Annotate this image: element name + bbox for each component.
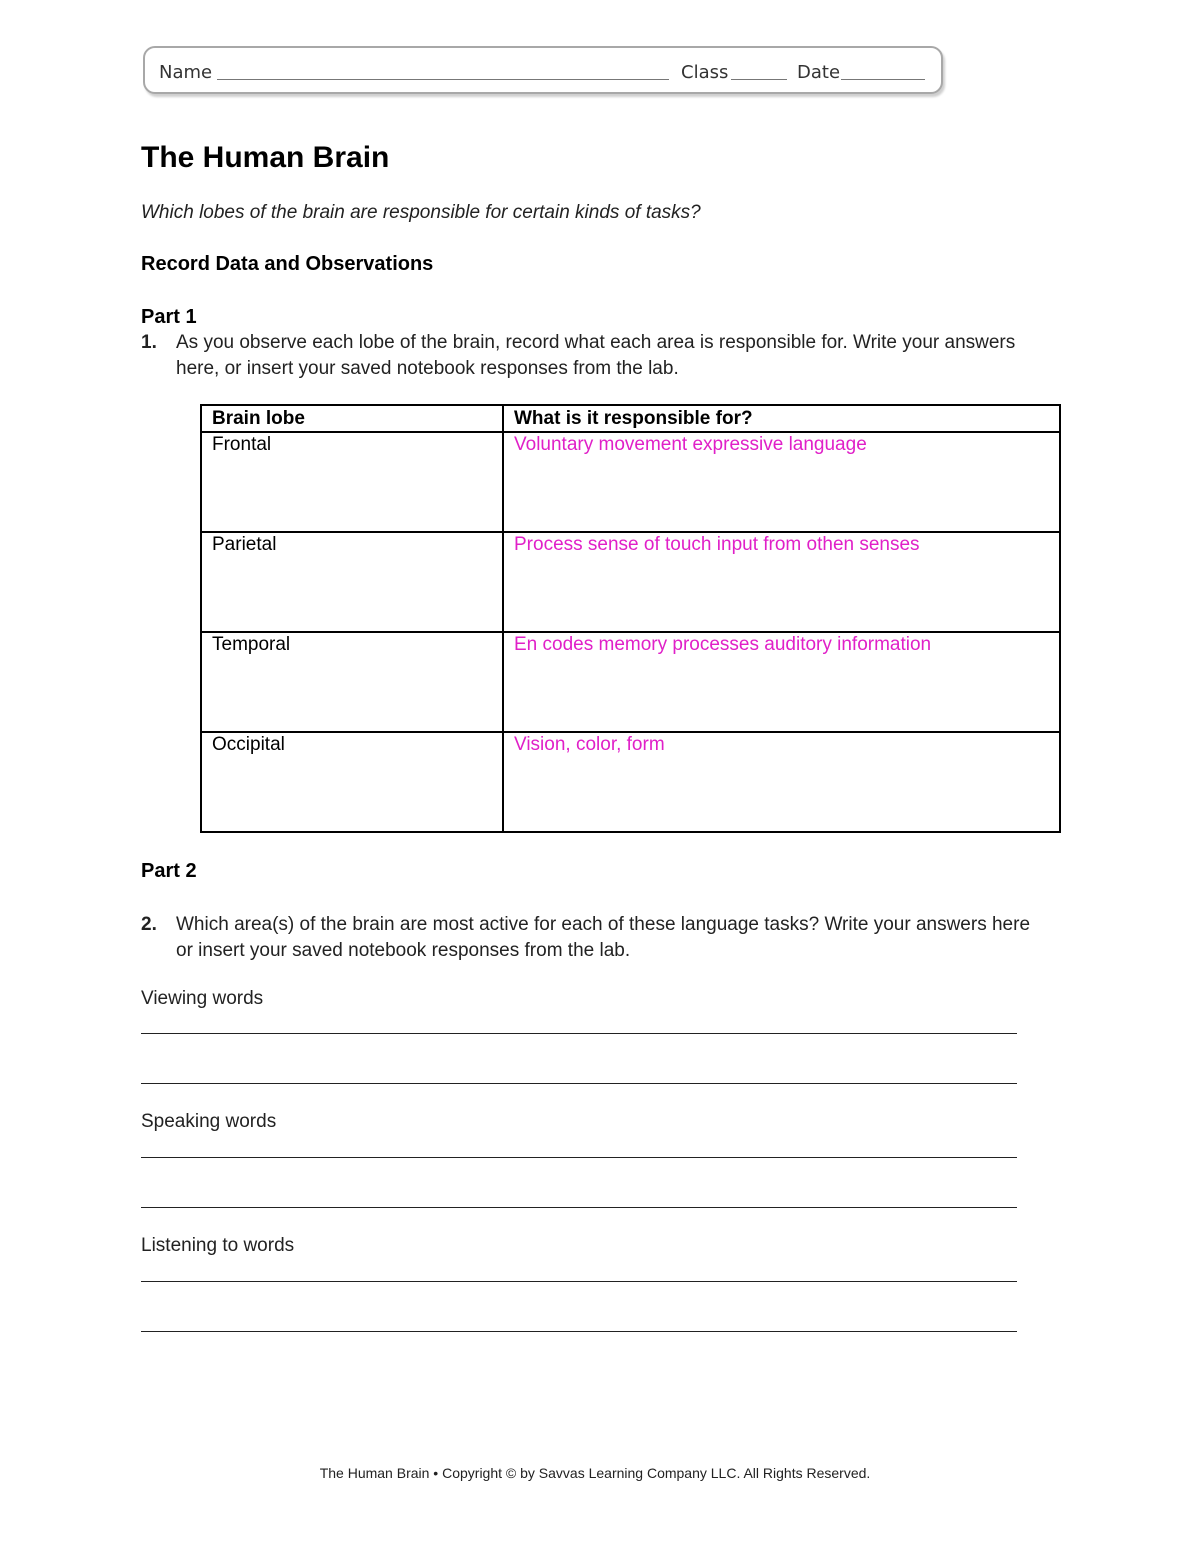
name-label: Name: [159, 62, 213, 83]
part1-heading: Part 1: [141, 306, 197, 328]
instruction-text: Which area(s) of the brain are most active for each of these language tasks? Write your answers here or insert your saved notebook responses from the lab.: [176, 914, 1031, 961]
answer-cell[interactable]: Process sense of touch input from othen senses: [503, 532, 1060, 632]
class-field[interactable]: [731, 79, 787, 80]
lobe-cell: Parietal: [201, 532, 503, 632]
table-row: [201, 532, 1060, 632]
table-row: [201, 632, 1060, 732]
answer-line[interactable]: [141, 1281, 1017, 1282]
column-header-responsibility: What is it responsible for?: [503, 405, 1060, 432]
brain-lobe-table: [200, 404, 1061, 833]
item-number: 1.: [141, 332, 157, 353]
date-field[interactable]: [841, 79, 925, 80]
item-number: 2.: [141, 914, 157, 935]
table-header-row: [201, 405, 1060, 432]
name-field[interactable]: [217, 79, 669, 80]
task-label-viewing: Viewing words: [141, 988, 264, 1009]
student-info-box: [143, 46, 943, 94]
answer-line[interactable]: [141, 1331, 1017, 1332]
class-label: Class: [681, 62, 729, 83]
table-row: [201, 432, 1060, 532]
table-row: [201, 732, 1060, 832]
instruction-text: As you observe each lobe of the brain, record what each area is responsible for. Write your answers here, or insert your saved notebook responses from the lab.: [176, 332, 1016, 379]
lobe-cell: Temporal: [201, 632, 503, 732]
page-title: The Human Brain: [141, 141, 390, 174]
answer-line[interactable]: [141, 1033, 1017, 1034]
task-label-listening: Listening to words: [141, 1235, 295, 1256]
section-heading: Record Data and Observations: [141, 253, 434, 275]
lobe-cell: Occipital: [201, 732, 503, 832]
column-header-lobe: Brain lobe: [201, 405, 503, 432]
guiding-question: Which lobes of the brain are responsible for certain kinds of tasks?: [141, 202, 701, 223]
answer-cell[interactable]: Vision, color, form: [503, 732, 1060, 832]
task-label-speaking: Speaking words: [141, 1111, 277, 1132]
answer-line[interactable]: [141, 1083, 1017, 1084]
lobe-cell: Frontal: [201, 432, 503, 532]
answer-cell[interactable]: Voluntary movement expressive language: [503, 432, 1060, 532]
part2-heading: Part 2: [141, 860, 197, 882]
date-label: Date: [797, 62, 841, 83]
answer-line[interactable]: [141, 1157, 1017, 1158]
answer-cell[interactable]: En codes memory processes auditory information: [503, 632, 1060, 732]
copyright-footer: The Human Brain • Copyright © by Savvas Learning Company LLC. All Rights Reserved.: [319, 1465, 871, 1481]
answer-line[interactable]: [141, 1207, 1017, 1208]
